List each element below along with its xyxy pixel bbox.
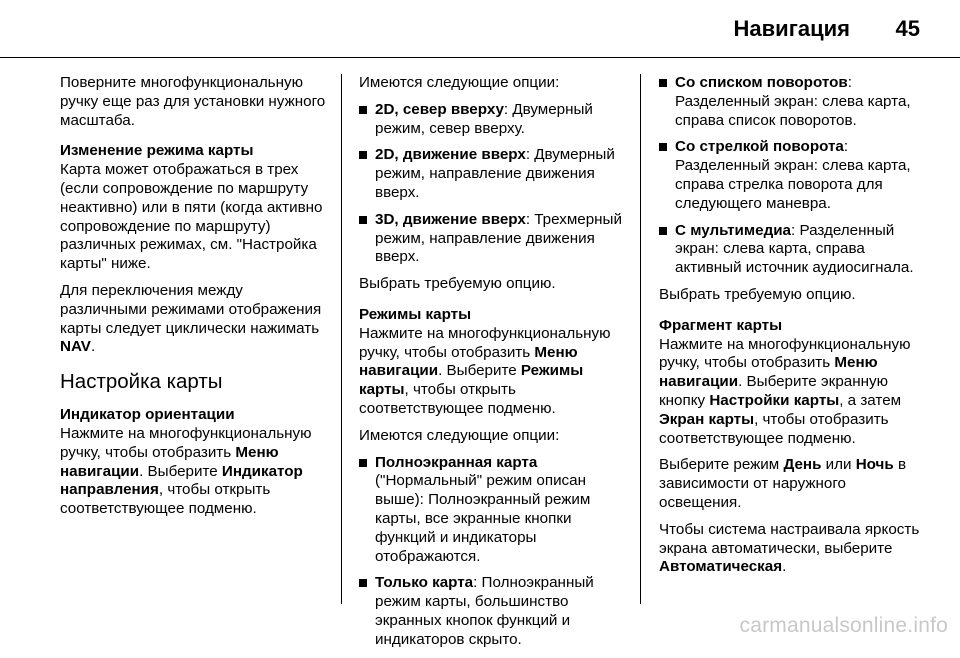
map-fragment-heading: Фрагмент карты xyxy=(659,316,783,334)
mode-options-list xyxy=(359,454,627,650)
mode-options-list-continued xyxy=(659,74,931,278)
modes-text-1: Нажмите на многофункциональную ручку, чтобы отобразить xyxy=(359,324,611,361)
column-1 xyxy=(60,74,328,527)
orient-text-3: , чтобы открыть соответствующее подменю. xyxy=(60,481,271,518)
column-divider-1 xyxy=(341,74,342,604)
orientation-heading: Индикатор ориентации xyxy=(60,406,235,424)
nav-button-ref: NAV xyxy=(60,338,91,356)
frag-text-2: . Выберите экранную кнопку xyxy=(659,373,888,409)
modes-bold-2: Режимы карты xyxy=(359,362,584,399)
watermark: carmanualsonline.info xyxy=(739,614,948,637)
bullet-icon xyxy=(359,216,367,224)
list-item xyxy=(659,74,931,130)
list-item xyxy=(659,222,931,278)
option-term: Только карта xyxy=(375,574,474,592)
bullet-icon xyxy=(659,227,667,235)
list-item xyxy=(359,454,627,567)
orient-text-1: Нажмите на многофункциональную ручку, чтобы отобразить xyxy=(60,424,312,461)
frag-bold-1: Меню навигации xyxy=(659,354,878,391)
zoom-paragraph: Поверните многофункциональную ручку еще раз для установки нужного масштаба. xyxy=(60,74,326,129)
day-bold-2: Ночь xyxy=(855,456,894,474)
frag-text-3: , а затем xyxy=(839,391,902,409)
bullet-icon xyxy=(359,151,367,159)
day-text-1: Выберите режим xyxy=(659,456,784,474)
auto-text-1: Чтобы система настраивала яркость экрана автоматически, выберите xyxy=(659,520,920,557)
option-desc: : Разделенный экран: слева карта, справа стрелка поворота для следующего маневра. xyxy=(675,138,911,212)
switch-after: . xyxy=(90,338,96,356)
auto-brightness-paragraph xyxy=(659,521,931,577)
frag-text-1: Нажмите на многофункциональную ручку, чтобы отобразить xyxy=(659,335,911,372)
map-modes-heading: Режимы карты xyxy=(359,305,472,323)
list-item xyxy=(359,574,627,649)
bullet-icon xyxy=(359,459,367,467)
option-term: 3D, движение вверх xyxy=(375,210,526,228)
list-item xyxy=(359,211,627,267)
select-option-text: Выбрать требуемую опцию. xyxy=(659,285,856,303)
orientation-paragraph xyxy=(60,425,328,519)
day-bold-1: День xyxy=(783,456,822,474)
orient-text-2: . Выберите xyxy=(139,462,222,480)
auto-text-2: . xyxy=(782,558,787,576)
options-intro: Имеются следующие опции: xyxy=(359,74,560,91)
page-number: 45 xyxy=(895,16,920,41)
switch-text: Для переключения между различными режимами отображения карты следует циклически нажимать xyxy=(60,281,322,337)
modes-bold-1: Меню навигации xyxy=(359,343,578,380)
option-term: Со стрелкой поворота xyxy=(675,138,844,156)
map-fragment-paragraph xyxy=(659,336,931,449)
frag-text-4: , чтобы отобразить соответствующее подменю. xyxy=(659,410,889,447)
option-term: С мультимедиа xyxy=(675,221,791,239)
options-intro-2: Имеются следующие опции: xyxy=(359,426,560,444)
select-option-text: Выбрать требуемую опцию. xyxy=(359,275,556,293)
change-mode-heading: Изменение режима карты xyxy=(60,142,254,160)
modes-text-2: . Выберите xyxy=(438,362,521,380)
orient-bold-1: Меню навигации xyxy=(60,443,279,480)
day-text-2: или xyxy=(821,456,856,474)
option-term: Со списком поворотов xyxy=(675,74,848,91)
switch-mode-paragraph xyxy=(60,282,328,357)
auto-bold: Автоматическая xyxy=(659,558,783,576)
section-title: Настройка карты xyxy=(60,370,223,394)
orientation-options-list xyxy=(359,101,627,267)
column-3 xyxy=(659,74,931,585)
option-term: 2D, север вверху xyxy=(375,100,504,118)
modes-text-3: , чтобы открыть соответствующее подменю. xyxy=(359,381,556,417)
option-desc: : Полноэкранный режим карты, большинство экранных кнопок функций и индикаторов скрыто. xyxy=(375,574,594,648)
map-modes-paragraph xyxy=(359,325,627,419)
page-header-title: Навигация xyxy=(733,16,850,41)
option-desc: : Разделенный экран: слева карта, справа активный источник аудиосигнала. xyxy=(675,221,914,277)
frag-bold-2: Настройки карты xyxy=(709,391,840,409)
option-desc: : Разделенный экран: слева карта, справа список поворотов. xyxy=(675,74,911,129)
frag-bold-3: Экран карты xyxy=(659,410,755,428)
column-divider-2 xyxy=(640,74,641,604)
list-item xyxy=(359,101,627,139)
bullet-icon xyxy=(659,143,667,151)
list-item xyxy=(359,146,627,202)
option-desc: : Двумерный режим, направление движения вверх. xyxy=(375,146,615,201)
option-desc: : Трехмерный режим, направление движения вверх. xyxy=(375,210,622,266)
option-term: Полноэкранная карта xyxy=(375,453,538,471)
bullet-icon xyxy=(659,79,667,87)
change-mode-paragraph: Карта может отображаться в трех (если сопровождение по маршруту неактивно) или в пяти (когда активно сопровождение по маршруту) различных режимах, см. "Настройка карты" ниже. xyxy=(60,161,323,273)
bullet-icon xyxy=(359,106,367,114)
orient-bold-2: Индикатор направления xyxy=(60,462,303,499)
option-desc: : Двумерный режим, север вверху. xyxy=(375,100,593,137)
bullet-icon xyxy=(359,579,367,587)
option-term: 2D, движение вверх xyxy=(375,146,526,164)
list-item xyxy=(659,138,931,213)
day-night-paragraph xyxy=(659,456,931,512)
header-divider xyxy=(0,57,960,58)
option-desc: ("Нормальный" режим описан выше): Полноэкранный режим карты, все экранные кнопки функций и индикаторы отображаются. xyxy=(375,472,591,565)
day-text-3: в зависимости от наружного освещения. xyxy=(659,456,907,511)
column-2 xyxy=(359,74,627,658)
